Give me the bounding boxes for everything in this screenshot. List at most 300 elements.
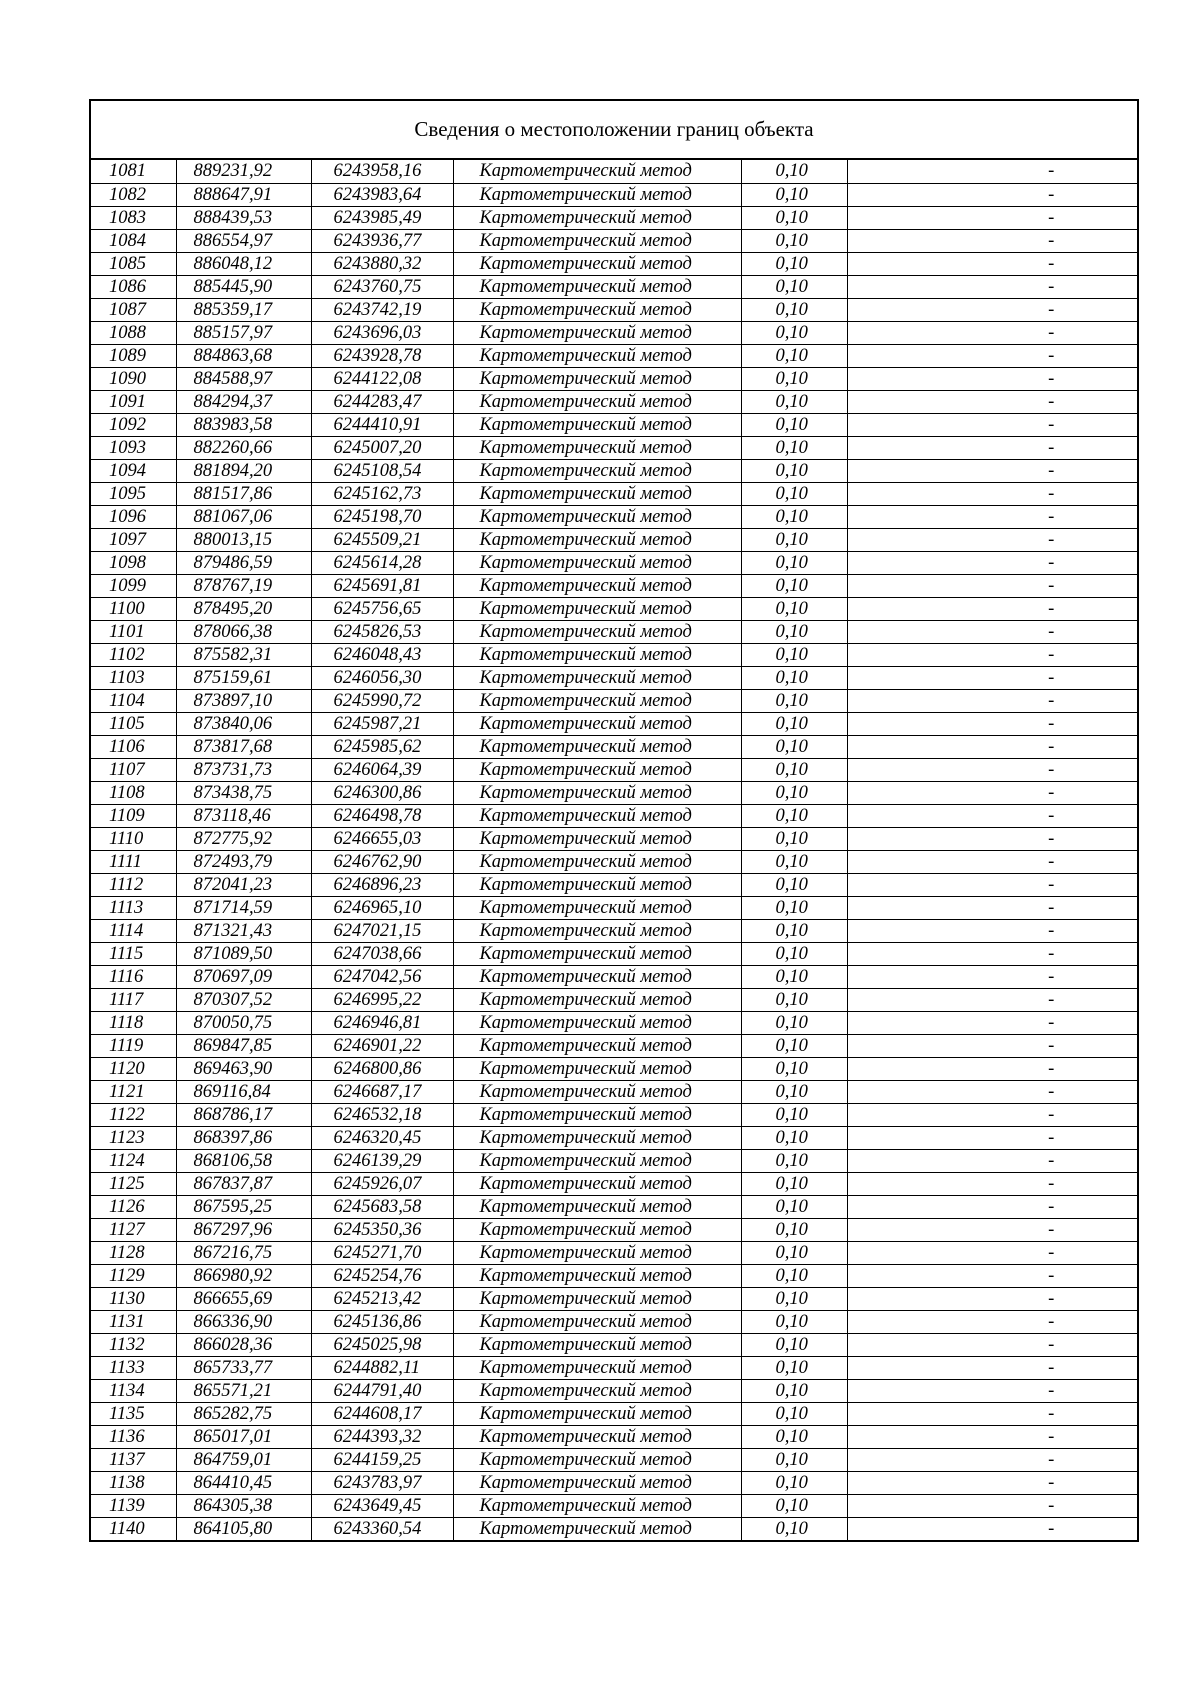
table-row bbox=[91, 551, 1137, 574]
point-number-cell: 1092 bbox=[91, 413, 176, 436]
y-coordinate-cell: 6246498,78 bbox=[311, 804, 453, 827]
point-number-cell: 1136 bbox=[91, 1425, 176, 1448]
x-coordinate-cell: 881517,86 bbox=[176, 482, 311, 505]
table-row bbox=[91, 1034, 1137, 1057]
point-number-cell: 1086 bbox=[91, 275, 176, 298]
method-cell: Картометрический метод bbox=[453, 758, 741, 781]
precision-cell: 0,10 bbox=[741, 689, 847, 712]
x-coordinate-cell: 867216,75 bbox=[176, 1241, 311, 1264]
note-cell: - bbox=[847, 528, 1137, 551]
precision-cell: 0,10 bbox=[741, 1471, 847, 1494]
y-coordinate-cell: 6247021,15 bbox=[311, 919, 453, 942]
precision-cell: 0,10 bbox=[741, 1425, 847, 1448]
method-cell: Картометрический метод bbox=[453, 459, 741, 482]
note-cell: - bbox=[847, 1379, 1137, 1402]
x-coordinate-cell: 864305,38 bbox=[176, 1494, 311, 1517]
method-cell: Картометрический метод bbox=[453, 689, 741, 712]
method-cell: Картометрический метод bbox=[453, 298, 741, 321]
method-cell: Картометрический метод bbox=[453, 1126, 741, 1149]
method-cell: Картометрический метод bbox=[453, 988, 741, 1011]
x-coordinate-cell: 866028,36 bbox=[176, 1333, 311, 1356]
x-coordinate-cell: 869116,84 bbox=[176, 1080, 311, 1103]
x-coordinate-cell: 865571,21 bbox=[176, 1379, 311, 1402]
precision-cell: 0,10 bbox=[741, 1218, 847, 1241]
point-number-cell: 1087 bbox=[91, 298, 176, 321]
precision-cell: 0,10 bbox=[741, 183, 847, 206]
method-cell: Картометрический метод bbox=[453, 1310, 741, 1333]
precision-cell: 0,10 bbox=[741, 919, 847, 942]
x-coordinate-cell: 866980,92 bbox=[176, 1264, 311, 1287]
y-coordinate-cell: 6243983,64 bbox=[311, 183, 453, 206]
x-coordinate-cell: 885359,17 bbox=[176, 298, 311, 321]
x-coordinate-cell: 867595,25 bbox=[176, 1195, 311, 1218]
x-coordinate-cell: 866655,69 bbox=[176, 1287, 311, 1310]
point-number-cell: 1088 bbox=[91, 321, 176, 344]
precision-cell: 0,10 bbox=[741, 1379, 847, 1402]
method-cell: Картометрический метод bbox=[453, 1011, 741, 1034]
point-number-cell: 1135 bbox=[91, 1402, 176, 1425]
table-row bbox=[91, 1264, 1137, 1287]
point-number-cell: 1128 bbox=[91, 1241, 176, 1264]
y-coordinate-cell: 6246946,81 bbox=[311, 1011, 453, 1034]
x-coordinate-cell: 878066,38 bbox=[176, 620, 311, 643]
table-row bbox=[91, 942, 1137, 965]
note-cell: - bbox=[847, 367, 1137, 390]
x-coordinate-cell: 865282,75 bbox=[176, 1402, 311, 1425]
note-cell: - bbox=[847, 1402, 1137, 1425]
y-coordinate-cell: 6245007,20 bbox=[311, 436, 453, 459]
table-row bbox=[91, 620, 1137, 643]
note-cell: - bbox=[847, 1494, 1137, 1517]
note-cell: - bbox=[847, 781, 1137, 804]
table-row bbox=[91, 1057, 1137, 1080]
point-number-cell: 1108 bbox=[91, 781, 176, 804]
precision-cell: 0,10 bbox=[741, 298, 847, 321]
table-row bbox=[91, 919, 1137, 942]
note-cell: - bbox=[847, 1241, 1137, 1264]
table-row bbox=[91, 873, 1137, 896]
y-coordinate-cell: 6246048,43 bbox=[311, 643, 453, 666]
precision-cell: 0,10 bbox=[741, 1402, 847, 1425]
note-cell: - bbox=[847, 1333, 1137, 1356]
x-coordinate-cell: 870307,52 bbox=[176, 988, 311, 1011]
x-coordinate-cell: 873897,10 bbox=[176, 689, 311, 712]
y-coordinate-cell: 6246655,03 bbox=[311, 827, 453, 850]
table-row bbox=[91, 965, 1137, 988]
y-coordinate-cell: 6243928,78 bbox=[311, 344, 453, 367]
table-row bbox=[91, 1195, 1137, 1218]
precision-cell: 0,10 bbox=[741, 1448, 847, 1471]
table-row bbox=[91, 1011, 1137, 1034]
method-cell: Картометрический метод bbox=[453, 1172, 741, 1195]
note-cell: - bbox=[847, 551, 1137, 574]
y-coordinate-cell: 6244393,32 bbox=[311, 1425, 453, 1448]
table-row bbox=[91, 597, 1137, 620]
method-cell: Картометрический метод bbox=[453, 275, 741, 298]
point-number-cell: 1133 bbox=[91, 1356, 176, 1379]
precision-cell: 0,10 bbox=[741, 1264, 847, 1287]
y-coordinate-cell: 6246687,17 bbox=[311, 1080, 453, 1103]
precision-cell: 0,10 bbox=[741, 597, 847, 620]
table-row bbox=[91, 689, 1137, 712]
note-cell: - bbox=[847, 965, 1137, 988]
x-coordinate-cell: 873840,06 bbox=[176, 712, 311, 735]
precision-cell: 0,10 bbox=[741, 390, 847, 413]
x-coordinate-cell: 878495,20 bbox=[176, 597, 311, 620]
note-cell: - bbox=[847, 804, 1137, 827]
note-cell: - bbox=[847, 390, 1137, 413]
table-row bbox=[91, 574, 1137, 597]
precision-cell: 0,10 bbox=[741, 781, 847, 804]
table-row bbox=[91, 1425, 1137, 1448]
method-cell: Картометрический метод bbox=[453, 804, 741, 827]
point-number-cell: 1116 bbox=[91, 965, 176, 988]
precision-cell: 0,10 bbox=[741, 252, 847, 275]
table-row bbox=[91, 321, 1137, 344]
x-coordinate-cell: 884863,68 bbox=[176, 344, 311, 367]
table-row bbox=[91, 1172, 1137, 1195]
precision-cell: 0,10 bbox=[741, 1494, 847, 1517]
point-number-cell: 1139 bbox=[91, 1494, 176, 1517]
precision-cell: 0,10 bbox=[741, 367, 847, 390]
precision-cell: 0,10 bbox=[741, 206, 847, 229]
y-coordinate-cell: 6246762,90 bbox=[311, 850, 453, 873]
point-number-cell: 1102 bbox=[91, 643, 176, 666]
note-cell: - bbox=[847, 229, 1137, 252]
precision-cell: 0,10 bbox=[741, 1195, 847, 1218]
y-coordinate-cell: 6244410,91 bbox=[311, 413, 453, 436]
precision-cell: 0,10 bbox=[741, 551, 847, 574]
method-cell: Картометрический метод bbox=[453, 1218, 741, 1241]
x-coordinate-cell: 872493,79 bbox=[176, 850, 311, 873]
precision-cell: 0,10 bbox=[741, 1057, 847, 1080]
x-coordinate-cell: 871089,50 bbox=[176, 942, 311, 965]
table-row bbox=[91, 160, 1137, 183]
point-number-cell: 1111 bbox=[91, 850, 176, 873]
precision-cell: 0,10 bbox=[741, 482, 847, 505]
point-number-cell: 1119 bbox=[91, 1034, 176, 1057]
precision-cell: 0,10 bbox=[741, 413, 847, 436]
table-row bbox=[91, 390, 1137, 413]
method-cell: Картометрический метод bbox=[453, 1425, 741, 1448]
point-number-cell: 1082 bbox=[91, 183, 176, 206]
point-number-cell: 1140 bbox=[91, 1517, 176, 1540]
point-number-cell: 1115 bbox=[91, 942, 176, 965]
table-row bbox=[91, 1287, 1137, 1310]
note-cell: - bbox=[847, 712, 1137, 735]
point-number-cell: 1124 bbox=[91, 1149, 176, 1172]
y-coordinate-cell: 6246056,30 bbox=[311, 666, 453, 689]
precision-cell: 0,10 bbox=[741, 344, 847, 367]
point-number-cell: 1104 bbox=[91, 689, 176, 712]
table-body bbox=[91, 160, 1137, 1540]
point-number-cell: 1093 bbox=[91, 436, 176, 459]
point-number-cell: 1114 bbox=[91, 919, 176, 942]
table-row bbox=[91, 781, 1137, 804]
y-coordinate-cell: 6243880,32 bbox=[311, 252, 453, 275]
y-coordinate-cell: 6243649,45 bbox=[311, 1494, 453, 1517]
precision-cell: 0,10 bbox=[741, 735, 847, 758]
note-cell: - bbox=[847, 620, 1137, 643]
y-coordinate-cell: 6245926,07 bbox=[311, 1172, 453, 1195]
y-coordinate-cell: 6245271,70 bbox=[311, 1241, 453, 1264]
note-cell: - bbox=[847, 942, 1137, 965]
note-cell: - bbox=[1048, 1518, 1055, 1539]
table-row bbox=[91, 344, 1137, 367]
method-cell: Картометрический метод bbox=[453, 1103, 741, 1126]
table-row bbox=[91, 1310, 1137, 1333]
note-cell: - bbox=[847, 1448, 1137, 1471]
note-cell: - bbox=[847, 1080, 1137, 1103]
y-coordinate-cell: 6243742,19 bbox=[311, 298, 453, 321]
y-coordinate-cell: 6246965,10 bbox=[311, 896, 453, 919]
y-coordinate-cell: 6244283,47 bbox=[311, 390, 453, 413]
table-row bbox=[91, 712, 1137, 735]
point-number-cell: 1098 bbox=[91, 551, 176, 574]
table-row bbox=[91, 827, 1137, 850]
method-cell: Картометрический метод bbox=[453, 712, 741, 735]
precision-cell: 0,10 bbox=[741, 1126, 847, 1149]
point-number-cell: 1129 bbox=[91, 1264, 176, 1287]
x-coordinate-cell: 865017,01 bbox=[176, 1425, 311, 1448]
x-coordinate-cell: 883983,58 bbox=[176, 413, 311, 436]
note-cell: - bbox=[847, 1356, 1137, 1379]
table-row bbox=[91, 206, 1137, 229]
method-cell: Картометрический метод bbox=[453, 183, 741, 206]
table-row bbox=[91, 1241, 1137, 1264]
point-number-cell: 1081 bbox=[91, 160, 176, 183]
y-coordinate-cell: 6243760,75 bbox=[311, 275, 453, 298]
y-coordinate-cell: 6245213,42 bbox=[311, 1287, 453, 1310]
table-row bbox=[91, 1448, 1137, 1471]
precision-cell: 0,10 bbox=[741, 643, 847, 666]
precision-cell: 0,10 bbox=[741, 1103, 847, 1126]
point-number-cell: 1085 bbox=[91, 252, 176, 275]
precision-cell: 0,10 bbox=[741, 505, 847, 528]
x-coordinate-cell: 872775,92 bbox=[176, 827, 311, 850]
method-cell: Картометрический метод bbox=[453, 827, 741, 850]
point-number-cell: 1112 bbox=[91, 873, 176, 896]
precision-cell: 0,10 bbox=[741, 1011, 847, 1034]
method-cell: Картометрический метод bbox=[453, 1471, 741, 1494]
y-coordinate-cell: 6246064,39 bbox=[311, 758, 453, 781]
precision-cell: 0,10 bbox=[741, 1517, 847, 1540]
table-row bbox=[91, 413, 1137, 436]
y-coordinate-cell: 6243360,54 bbox=[311, 1517, 453, 1540]
y-coordinate-cell: 6245990,72 bbox=[311, 689, 453, 712]
precision-cell: 0,10 bbox=[741, 436, 847, 459]
note-cell: - bbox=[847, 275, 1137, 298]
table-row bbox=[91, 1379, 1137, 1402]
point-number-cell: 1105 bbox=[91, 712, 176, 735]
note-cell: - bbox=[847, 643, 1137, 666]
y-coordinate-cell: 6247038,66 bbox=[311, 942, 453, 965]
point-number-cell: 1094 bbox=[91, 459, 176, 482]
note-cell: - bbox=[847, 988, 1137, 1011]
x-coordinate-cell: 888439,53 bbox=[176, 206, 311, 229]
method-cell: Картометрический метод bbox=[453, 873, 741, 896]
method-cell: Картометрический метод bbox=[453, 666, 741, 689]
note-cell: - bbox=[847, 482, 1137, 505]
x-coordinate-cell: 882260,66 bbox=[176, 436, 311, 459]
x-coordinate-cell: 886554,97 bbox=[176, 229, 311, 252]
note-cell: - bbox=[847, 597, 1137, 620]
table-row bbox=[91, 1517, 1137, 1540]
note-cell: - bbox=[847, 1195, 1137, 1218]
table-row bbox=[91, 1494, 1137, 1517]
table-row bbox=[91, 183, 1137, 206]
precision-cell: 0,10 bbox=[741, 850, 847, 873]
note-cell: - bbox=[847, 873, 1137, 896]
point-number-cell: 1083 bbox=[91, 206, 176, 229]
point-number-cell: 1131 bbox=[91, 1310, 176, 1333]
precision-cell: 0,10 bbox=[741, 666, 847, 689]
note-cell: - bbox=[847, 1264, 1137, 1287]
precision-cell: 0,10 bbox=[741, 528, 847, 551]
note-cell: - bbox=[847, 827, 1137, 850]
table-row bbox=[91, 1356, 1137, 1379]
method-cell: Картометрический метод bbox=[453, 436, 741, 459]
method-cell: Картометрический метод bbox=[453, 735, 741, 758]
method-cell: Картометрический метод bbox=[453, 528, 741, 551]
table-row bbox=[91, 459, 1137, 482]
precision-cell: 0,10 bbox=[741, 827, 847, 850]
precision-cell: 0,10 bbox=[741, 1356, 847, 1379]
note-cell: - bbox=[847, 1103, 1137, 1126]
y-coordinate-cell: 6245985,62 bbox=[311, 735, 453, 758]
point-number-cell: 1117 bbox=[91, 988, 176, 1011]
precision-cell: 0,10 bbox=[741, 229, 847, 252]
note-cell: - bbox=[847, 1287, 1137, 1310]
table-row bbox=[91, 229, 1137, 252]
method-cell: Картометрический метод bbox=[453, 344, 741, 367]
note-cell: - bbox=[847, 298, 1137, 321]
y-coordinate-cell: 6246800,86 bbox=[311, 1057, 453, 1080]
x-coordinate-cell: 868106,58 bbox=[176, 1149, 311, 1172]
note-cell: - bbox=[847, 666, 1137, 689]
note-cell: - bbox=[847, 574, 1137, 597]
point-number-cell: 1125 bbox=[91, 1172, 176, 1195]
y-coordinate-cell: 6244122,08 bbox=[311, 367, 453, 390]
y-coordinate-cell: 6244608,17 bbox=[311, 1402, 453, 1425]
precision-cell: 0,10 bbox=[741, 1310, 847, 1333]
note-cell: - bbox=[847, 252, 1137, 275]
x-coordinate-cell: 871714,59 bbox=[176, 896, 311, 919]
y-coordinate-cell: 6243783,97 bbox=[311, 1471, 453, 1494]
point-number-cell: 1138 bbox=[91, 1471, 176, 1494]
table-row bbox=[91, 1080, 1137, 1103]
precision-cell: 0,10 bbox=[741, 1172, 847, 1195]
method-cell: Картометрический метод bbox=[453, 896, 741, 919]
x-coordinate-cell: 881894,20 bbox=[176, 459, 311, 482]
precision-cell: 0,10 bbox=[741, 804, 847, 827]
y-coordinate-cell: 6245683,58 bbox=[311, 1195, 453, 1218]
y-coordinate-cell: 6244159,25 bbox=[311, 1448, 453, 1471]
method-cell: Картометрический метод bbox=[453, 1356, 741, 1379]
note-cell: - bbox=[847, 436, 1137, 459]
method-cell: Картометрический метод bbox=[453, 505, 741, 528]
y-coordinate-cell: 6245987,21 bbox=[311, 712, 453, 735]
precision-cell: 0,10 bbox=[741, 574, 847, 597]
x-coordinate-cell: 873817,68 bbox=[176, 735, 311, 758]
x-coordinate-cell: 869463,90 bbox=[176, 1057, 311, 1080]
point-number-cell: 1118 bbox=[91, 1011, 176, 1034]
y-coordinate-cell: 6246901,22 bbox=[311, 1034, 453, 1057]
note-cell: - bbox=[847, 344, 1137, 367]
precision-cell: 0,10 bbox=[741, 758, 847, 781]
method-cell: Картометрический метод bbox=[453, 390, 741, 413]
method-cell: Картометрический метод bbox=[453, 942, 741, 965]
x-coordinate-cell: 873118,46 bbox=[176, 804, 311, 827]
y-coordinate-cell: 6245198,70 bbox=[311, 505, 453, 528]
method-cell: Картометрический метод bbox=[453, 1264, 741, 1287]
x-coordinate-cell: 872041,23 bbox=[176, 873, 311, 896]
method-cell: Картометрический метод bbox=[453, 1241, 741, 1264]
x-coordinate-cell: 865733,77 bbox=[176, 1356, 311, 1379]
method-cell: Картометрический метод bbox=[453, 482, 741, 505]
note-cell: - bbox=[847, 1011, 1137, 1034]
point-number-cell: 1126 bbox=[91, 1195, 176, 1218]
table-row bbox=[91, 367, 1137, 390]
table-row bbox=[91, 298, 1137, 321]
point-number-cell: 1096 bbox=[91, 505, 176, 528]
y-coordinate-cell: 6247042,56 bbox=[311, 965, 453, 988]
y-coordinate-cell: 6244791,40 bbox=[311, 1379, 453, 1402]
x-coordinate-cell: 864759,01 bbox=[176, 1448, 311, 1471]
note-cell: - bbox=[847, 735, 1137, 758]
y-coordinate-cell: 6246300,86 bbox=[311, 781, 453, 804]
x-coordinate-cell: 875582,31 bbox=[176, 643, 311, 666]
point-number-cell: 1113 bbox=[91, 896, 176, 919]
method-cell: Картометрический метод bbox=[453, 1034, 741, 1057]
table-row bbox=[91, 1333, 1137, 1356]
method-cell: Картометрический метод bbox=[453, 1379, 741, 1402]
x-coordinate-cell: 864410,45 bbox=[176, 1471, 311, 1494]
note-cell: - bbox=[847, 919, 1137, 942]
method-cell: Картометрический метод bbox=[453, 643, 741, 666]
point-number-cell: 1106 bbox=[91, 735, 176, 758]
point-number-cell: 1137 bbox=[91, 1448, 176, 1471]
y-coordinate-cell: 6245254,76 bbox=[311, 1264, 453, 1287]
table-row bbox=[91, 482, 1137, 505]
point-number-cell: 1097 bbox=[91, 528, 176, 551]
method-cell: Картометрический метод bbox=[453, 1448, 741, 1471]
y-coordinate-cell: 6246320,45 bbox=[311, 1126, 453, 1149]
table-row bbox=[91, 252, 1137, 275]
method-cell: Картометрический метод bbox=[453, 1517, 741, 1540]
method-cell: Картометрический метод bbox=[453, 919, 741, 942]
point-number-cell: 1101 bbox=[91, 620, 176, 643]
x-coordinate-cell: 873438,75 bbox=[176, 781, 311, 804]
y-coordinate-cell: 6244882,11 bbox=[311, 1356, 453, 1379]
y-coordinate-cell: 6246139,29 bbox=[311, 1149, 453, 1172]
precision-cell: 0,10 bbox=[741, 321, 847, 344]
method-cell: Картометрический метод bbox=[453, 597, 741, 620]
table-row bbox=[91, 735, 1137, 758]
table-row bbox=[91, 643, 1137, 666]
y-coordinate-cell: 6245509,21 bbox=[311, 528, 453, 551]
point-number-cell: 1107 bbox=[91, 758, 176, 781]
point-number-cell: 1084 bbox=[91, 229, 176, 252]
method-cell: Картометрический метод bbox=[453, 965, 741, 988]
point-number-cell: 1095 bbox=[91, 482, 176, 505]
precision-cell: 0,10 bbox=[741, 1034, 847, 1057]
precision-cell: 0,10 bbox=[741, 942, 847, 965]
x-coordinate-cell: 889231,92 bbox=[176, 160, 311, 183]
method-cell: Картометрический метод bbox=[453, 850, 741, 873]
table-row bbox=[91, 1149, 1137, 1172]
table-row bbox=[91, 666, 1137, 689]
